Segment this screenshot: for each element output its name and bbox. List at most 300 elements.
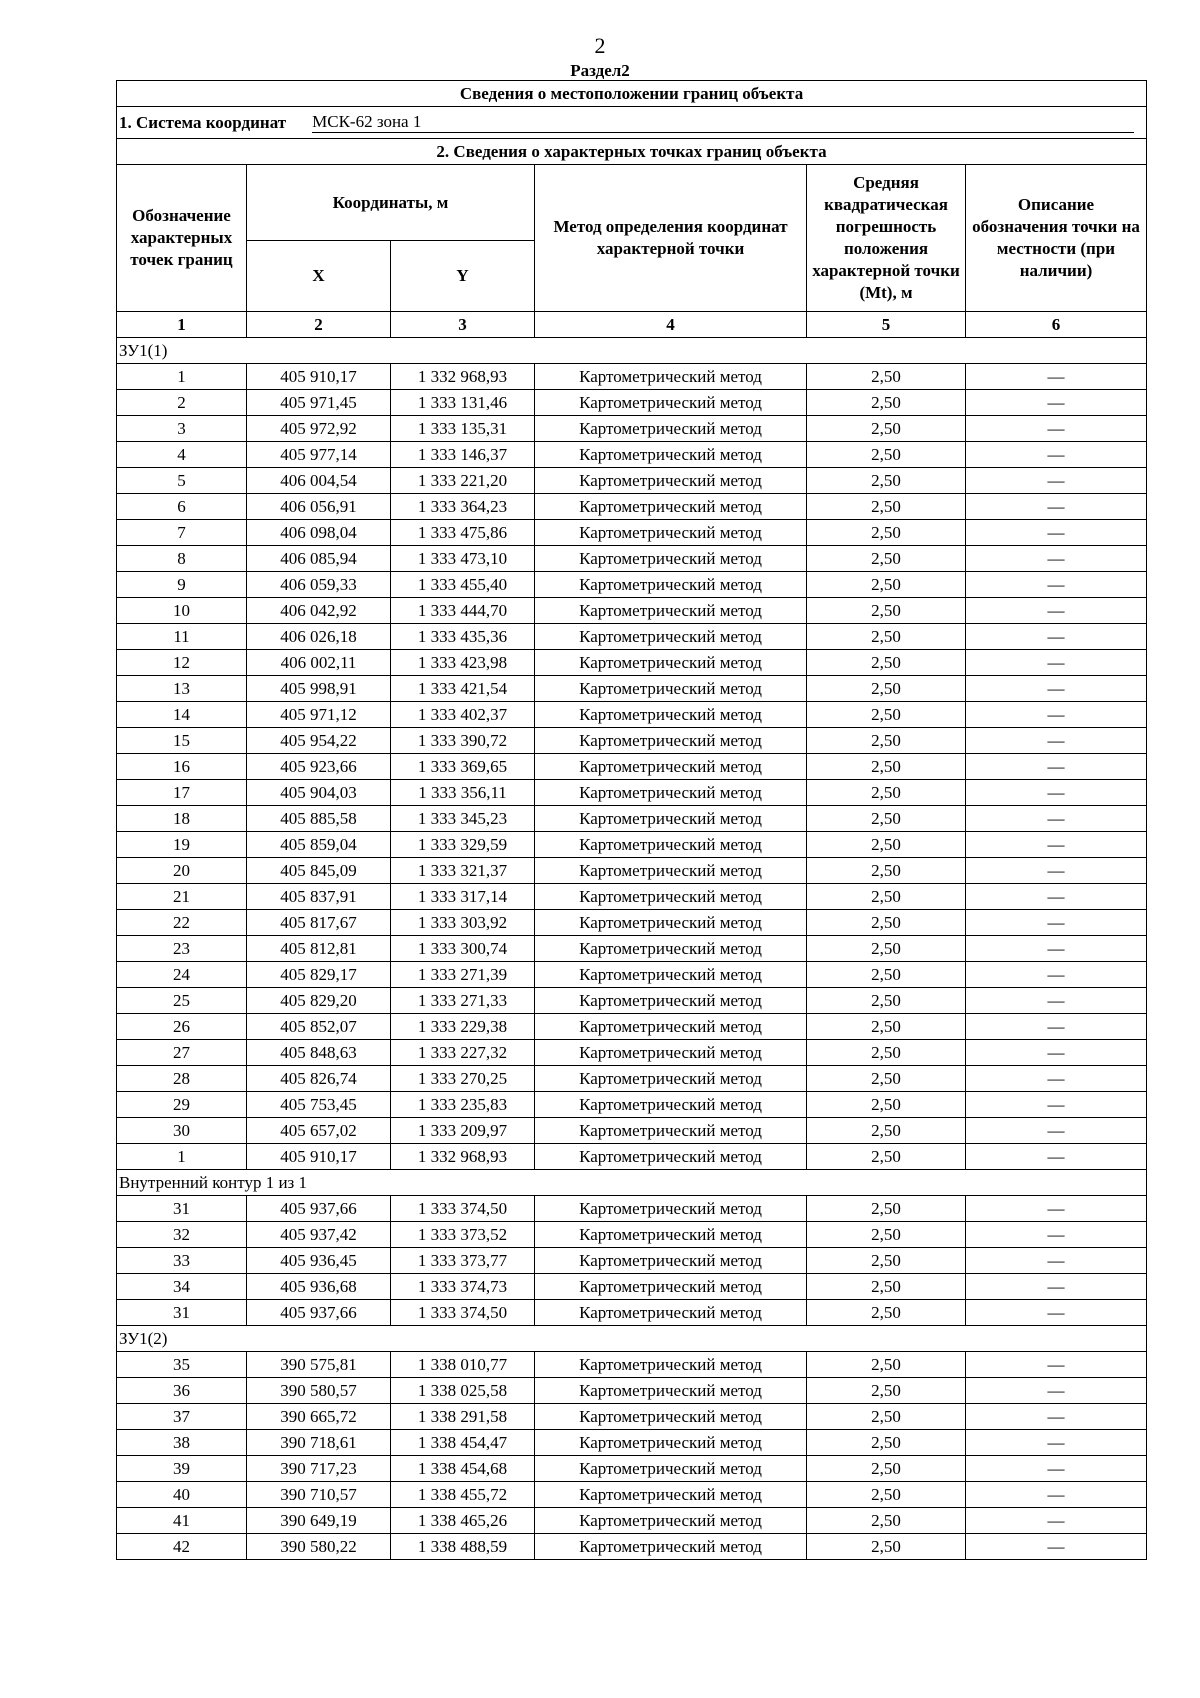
point-number-cell: 1 bbox=[117, 1144, 247, 1170]
description-cell: — bbox=[966, 702, 1147, 728]
error-cell: 2,50 bbox=[807, 650, 966, 676]
y-coord-cell: 1 333 321,37 bbox=[391, 858, 535, 884]
point-number-cell: 2 bbox=[117, 390, 247, 416]
method-cell: Картометрический метод bbox=[535, 936, 807, 962]
x-coord-cell: 405 904,03 bbox=[247, 780, 391, 806]
x-coord-cell: 406 056,91 bbox=[247, 494, 391, 520]
error-cell: 2,50 bbox=[807, 910, 966, 936]
y-coord-cell: 1 333 271,39 bbox=[391, 962, 535, 988]
x-coord-cell: 405 910,17 bbox=[247, 364, 391, 390]
y-coord-cell: 1 338 010,77 bbox=[391, 1352, 535, 1378]
error-cell: 2,50 bbox=[807, 1196, 966, 1222]
method-cell: Картометрический метод bbox=[535, 702, 807, 728]
description-cell: — bbox=[966, 962, 1147, 988]
x-coord-cell: 405 852,07 bbox=[247, 1014, 391, 1040]
y-coord-cell: 1 333 300,74 bbox=[391, 936, 535, 962]
method-cell: Картометрический метод bbox=[535, 806, 807, 832]
y-coord-cell: 1 333 227,32 bbox=[391, 1040, 535, 1066]
table-row bbox=[117, 468, 1147, 494]
error-cell: 2,50 bbox=[807, 546, 966, 572]
group-label: ЗУ1(1) bbox=[117, 338, 1147, 364]
y-coord-cell: 1 333 345,23 bbox=[391, 806, 535, 832]
description-cell: — bbox=[966, 1430, 1147, 1456]
page-number: 2 bbox=[594, 33, 606, 58]
x-coord-cell: 405 998,91 bbox=[247, 676, 391, 702]
table-row bbox=[117, 754, 1147, 780]
error-cell: 2,50 bbox=[807, 728, 966, 754]
method-cell: Картометрический метод bbox=[535, 1196, 807, 1222]
error-cell: 2,50 bbox=[807, 936, 966, 962]
table-row bbox=[117, 650, 1147, 676]
table-row bbox=[117, 1274, 1147, 1300]
x-coord-cell: 406 098,04 bbox=[247, 520, 391, 546]
y-coord-cell: 1 333 229,38 bbox=[391, 1014, 535, 1040]
table-row bbox=[117, 806, 1147, 832]
method-cell: Картометрический метод bbox=[535, 598, 807, 624]
point-number-cell: 21 bbox=[117, 884, 247, 910]
method-cell: Картометрический метод bbox=[535, 1404, 807, 1430]
table-row bbox=[117, 494, 1147, 520]
col-number-5: 5 bbox=[807, 312, 966, 338]
x-coord-cell: 405 845,09 bbox=[247, 858, 391, 884]
point-number-cell: 29 bbox=[117, 1092, 247, 1118]
point-number-cell: 42 bbox=[117, 1534, 247, 1560]
point-number-cell: 26 bbox=[117, 1014, 247, 1040]
y-coord-cell: 1 333 455,40 bbox=[391, 572, 535, 598]
point-number-cell: 19 bbox=[117, 832, 247, 858]
error-cell: 2,50 bbox=[807, 1248, 966, 1274]
table-row bbox=[117, 728, 1147, 754]
header-coords: Координаты, м bbox=[247, 165, 535, 241]
description-cell: — bbox=[966, 1092, 1147, 1118]
description-cell: — bbox=[966, 416, 1147, 442]
x-coord-cell: 405 972,92 bbox=[247, 416, 391, 442]
point-number-cell: 16 bbox=[117, 754, 247, 780]
x-coord-cell: 405 829,20 bbox=[247, 988, 391, 1014]
method-cell: Картометрический метод bbox=[535, 468, 807, 494]
x-coord-cell: 405 937,66 bbox=[247, 1196, 391, 1222]
method-cell: Картометрический метод bbox=[535, 676, 807, 702]
point-number-cell: 34 bbox=[117, 1274, 247, 1300]
error-cell: 2,50 bbox=[807, 1534, 966, 1560]
table-title-row bbox=[117, 81, 1147, 107]
table-row bbox=[117, 1456, 1147, 1482]
y-coord-cell: 1 338 454,47 bbox=[391, 1430, 535, 1456]
point-number-cell: 14 bbox=[117, 702, 247, 728]
method-cell: Картометрический метод bbox=[535, 1092, 807, 1118]
method-cell: Картометрический метод bbox=[535, 624, 807, 650]
description-cell: — bbox=[966, 988, 1147, 1014]
y-coord-cell: 1 338 291,58 bbox=[391, 1404, 535, 1430]
y-coord-cell: 1 332 968,93 bbox=[391, 1144, 535, 1170]
description-cell: — bbox=[966, 442, 1147, 468]
error-cell: 2,50 bbox=[807, 1508, 966, 1534]
description-cell: — bbox=[966, 884, 1147, 910]
error-cell: 2,50 bbox=[807, 1014, 966, 1040]
table-body bbox=[117, 81, 1147, 1560]
method-cell: Картометрический метод bbox=[535, 858, 807, 884]
section-title: Раздел2 bbox=[570, 61, 630, 80]
col-number-1: 1 bbox=[117, 312, 247, 338]
y-coord-cell: 1 333 421,54 bbox=[391, 676, 535, 702]
y-coord-cell: 1 333 373,52 bbox=[391, 1222, 535, 1248]
table-row bbox=[117, 1092, 1147, 1118]
x-coord-cell: 406 004,54 bbox=[247, 468, 391, 494]
error-cell: 2,50 bbox=[807, 1222, 966, 1248]
x-coord-cell: 405 859,04 bbox=[247, 832, 391, 858]
x-coord-cell: 405 812,81 bbox=[247, 936, 391, 962]
y-coord-cell: 1 333 271,33 bbox=[391, 988, 535, 1014]
error-cell: 2,50 bbox=[807, 1430, 966, 1456]
x-coord-cell: 390 580,57 bbox=[247, 1378, 391, 1404]
description-cell: — bbox=[966, 364, 1147, 390]
point-number-cell: 18 bbox=[117, 806, 247, 832]
table-row bbox=[117, 1014, 1147, 1040]
y-coord-cell: 1 333 270,25 bbox=[391, 1066, 535, 1092]
description-cell: — bbox=[966, 1534, 1147, 1560]
error-cell: 2,50 bbox=[807, 962, 966, 988]
error-cell: 2,50 bbox=[807, 442, 966, 468]
y-coord-cell: 1 333 356,11 bbox=[391, 780, 535, 806]
y-coord-cell: 1 332 968,93 bbox=[391, 364, 535, 390]
x-coord-cell: 390 717,23 bbox=[247, 1456, 391, 1482]
coord-system-line bbox=[119, 112, 1144, 133]
point-number-cell: 12 bbox=[117, 650, 247, 676]
point-number-cell: 31 bbox=[117, 1300, 247, 1326]
x-coord-cell: 405 885,58 bbox=[247, 806, 391, 832]
table-row bbox=[117, 1404, 1147, 1430]
x-coord-cell: 406 059,33 bbox=[247, 572, 391, 598]
point-number-cell: 7 bbox=[117, 520, 247, 546]
error-cell: 2,50 bbox=[807, 676, 966, 702]
y-coord-cell: 1 333 423,98 bbox=[391, 650, 535, 676]
error-cell: 2,50 bbox=[807, 1118, 966, 1144]
table-row bbox=[117, 910, 1147, 936]
method-cell: Картометрический метод bbox=[535, 1248, 807, 1274]
point-number-cell: 27 bbox=[117, 1040, 247, 1066]
error-cell: 2,50 bbox=[807, 1482, 966, 1508]
point-number-cell: 39 bbox=[117, 1456, 247, 1482]
method-cell: Картометрический метод bbox=[535, 962, 807, 988]
error-cell: 2,50 bbox=[807, 416, 966, 442]
method-cell: Картометрический метод bbox=[535, 1456, 807, 1482]
point-number-cell: 30 bbox=[117, 1118, 247, 1144]
description-cell: — bbox=[966, 1456, 1147, 1482]
method-cell: Картометрический метод bbox=[535, 780, 807, 806]
x-coord-cell: 406 002,11 bbox=[247, 650, 391, 676]
point-number-cell: 4 bbox=[117, 442, 247, 468]
x-coord-cell: 405 954,22 bbox=[247, 728, 391, 754]
error-cell: 2,50 bbox=[807, 598, 966, 624]
method-cell: Картометрический метод bbox=[535, 728, 807, 754]
method-cell: Картометрический метод bbox=[535, 1066, 807, 1092]
y-coord-cell: 1 333 221,20 bbox=[391, 468, 535, 494]
error-cell: 2,50 bbox=[807, 520, 966, 546]
error-cell: 2,50 bbox=[807, 858, 966, 884]
point-number-cell: 17 bbox=[117, 780, 247, 806]
x-coord-cell: 390 710,57 bbox=[247, 1482, 391, 1508]
point-number-cell: 40 bbox=[117, 1482, 247, 1508]
x-coord-cell: 405 937,42 bbox=[247, 1222, 391, 1248]
description-cell: — bbox=[966, 1196, 1147, 1222]
description-cell: — bbox=[966, 806, 1147, 832]
method-cell: Картометрический метод bbox=[535, 1534, 807, 1560]
y-coord-cell: 1 333 435,36 bbox=[391, 624, 535, 650]
description-cell: — bbox=[966, 1482, 1147, 1508]
method-cell: Картометрический метод bbox=[535, 884, 807, 910]
point-number-cell: 8 bbox=[117, 546, 247, 572]
x-coord-cell: 390 718,61 bbox=[247, 1430, 391, 1456]
x-coord-cell: 405 817,67 bbox=[247, 910, 391, 936]
method-cell: Картометрический метод bbox=[535, 754, 807, 780]
table-row bbox=[117, 598, 1147, 624]
method-cell: Картометрический метод bbox=[535, 1300, 807, 1326]
y-coord-cell: 1 333 329,59 bbox=[391, 832, 535, 858]
table-row bbox=[117, 702, 1147, 728]
y-coord-cell: 1 333 317,14 bbox=[391, 884, 535, 910]
description-cell: — bbox=[966, 936, 1147, 962]
point-number-cell: 33 bbox=[117, 1248, 247, 1274]
table-row bbox=[117, 936, 1147, 962]
header-desc: Описание обозначения точки на местности (при наличии) bbox=[966, 165, 1147, 312]
x-coord-cell: 390 580,22 bbox=[247, 1534, 391, 1560]
method-cell: Картометрический метод bbox=[535, 1482, 807, 1508]
table-row bbox=[117, 624, 1147, 650]
table-row bbox=[117, 1378, 1147, 1404]
method-cell: Картометрический метод bbox=[535, 1222, 807, 1248]
group-label: Внутренний контур 1 из 1 bbox=[117, 1170, 1147, 1196]
y-coord-cell: 1 333 374,50 bbox=[391, 1196, 535, 1222]
error-cell: 2,50 bbox=[807, 1066, 966, 1092]
x-coord-cell: 405 848,63 bbox=[247, 1040, 391, 1066]
point-number-cell: 35 bbox=[117, 1352, 247, 1378]
x-coord-cell: 405 923,66 bbox=[247, 754, 391, 780]
method-cell: Картометрический метод bbox=[535, 416, 807, 442]
point-number-cell: 24 bbox=[117, 962, 247, 988]
y-coord-cell: 1 333 209,97 bbox=[391, 1118, 535, 1144]
x-coord-cell: 406 085,94 bbox=[247, 546, 391, 572]
header-method: Метод определения координат характерной точки bbox=[535, 165, 807, 312]
table-subtitle: 2. Сведения о характерных точках границ объекта bbox=[117, 139, 1147, 165]
y-coord-cell: 1 338 455,72 bbox=[391, 1482, 535, 1508]
description-cell: — bbox=[966, 1274, 1147, 1300]
description-cell: — bbox=[966, 1118, 1147, 1144]
error-cell: 2,50 bbox=[807, 1274, 966, 1300]
method-cell: Картометрический метод bbox=[535, 832, 807, 858]
error-cell: 2,50 bbox=[807, 832, 966, 858]
point-number-cell: 37 bbox=[117, 1404, 247, 1430]
x-coord-cell: 405 936,68 bbox=[247, 1274, 391, 1300]
table-row bbox=[117, 962, 1147, 988]
table-row bbox=[117, 832, 1147, 858]
error-cell: 2,50 bbox=[807, 1040, 966, 1066]
y-coord-cell: 1 333 364,23 bbox=[391, 494, 535, 520]
table-row bbox=[117, 1482, 1147, 1508]
y-coord-cell: 1 333 235,83 bbox=[391, 1092, 535, 1118]
point-number-cell: 10 bbox=[117, 598, 247, 624]
table-row bbox=[117, 1534, 1147, 1560]
error-cell: 2,50 bbox=[807, 702, 966, 728]
table-row bbox=[117, 1508, 1147, 1534]
col-number-4: 4 bbox=[535, 312, 807, 338]
description-cell: — bbox=[966, 572, 1147, 598]
description-cell: — bbox=[966, 780, 1147, 806]
header-row-1 bbox=[117, 165, 1147, 241]
point-number-cell: 9 bbox=[117, 572, 247, 598]
table-row bbox=[117, 520, 1147, 546]
method-cell: Картометрический метод bbox=[535, 1144, 807, 1170]
table-row bbox=[117, 1196, 1147, 1222]
x-coord-cell: 405 971,12 bbox=[247, 702, 391, 728]
x-coord-cell: 405 837,91 bbox=[247, 884, 391, 910]
col-number-6: 6 bbox=[966, 312, 1147, 338]
error-cell: 2,50 bbox=[807, 572, 966, 598]
table-row bbox=[117, 780, 1147, 806]
x-coord-cell: 405 753,45 bbox=[247, 1092, 391, 1118]
point-number-cell: 41 bbox=[117, 1508, 247, 1534]
table-row bbox=[117, 884, 1147, 910]
table-row bbox=[117, 1040, 1147, 1066]
y-coord-cell: 1 333 475,86 bbox=[391, 520, 535, 546]
x-coord-cell: 390 575,81 bbox=[247, 1352, 391, 1378]
point-number-cell: 5 bbox=[117, 468, 247, 494]
coord-system-value: МСК-62 зона 1 bbox=[312, 112, 1134, 133]
description-cell: — bbox=[966, 754, 1147, 780]
table-row bbox=[117, 1222, 1147, 1248]
header-x: X bbox=[247, 241, 391, 312]
description-cell: — bbox=[966, 858, 1147, 884]
table-row bbox=[117, 572, 1147, 598]
error-cell: 2,50 bbox=[807, 1092, 966, 1118]
x-coord-cell: 390 665,72 bbox=[247, 1404, 391, 1430]
table-row bbox=[117, 1118, 1147, 1144]
col-number-3: 3 bbox=[391, 312, 535, 338]
y-coord-cell: 1 333 444,70 bbox=[391, 598, 535, 624]
error-cell: 2,50 bbox=[807, 1378, 966, 1404]
description-cell: — bbox=[966, 1508, 1147, 1534]
description-cell: — bbox=[966, 1222, 1147, 1248]
point-number-cell: 6 bbox=[117, 494, 247, 520]
table-row bbox=[117, 988, 1147, 1014]
description-cell: — bbox=[966, 546, 1147, 572]
method-cell: Картометрический метод bbox=[535, 910, 807, 936]
y-coord-cell: 1 333 374,50 bbox=[391, 1300, 535, 1326]
method-cell: Картометрический метод bbox=[535, 520, 807, 546]
method-cell: Картометрический метод bbox=[535, 442, 807, 468]
error-cell: 2,50 bbox=[807, 806, 966, 832]
error-cell: 2,50 bbox=[807, 988, 966, 1014]
error-cell: 2,50 bbox=[807, 754, 966, 780]
col-number-2: 2 bbox=[247, 312, 391, 338]
coord-system-label: 1. Система координат bbox=[119, 113, 287, 132]
error-cell: 2,50 bbox=[807, 624, 966, 650]
y-coord-cell: 1 333 390,72 bbox=[391, 728, 535, 754]
y-coord-cell: 1 333 373,77 bbox=[391, 1248, 535, 1274]
table-row bbox=[117, 546, 1147, 572]
table-row bbox=[117, 858, 1147, 884]
x-coord-cell: 390 649,19 bbox=[247, 1508, 391, 1534]
description-cell: — bbox=[966, 1352, 1147, 1378]
error-cell: 2,50 bbox=[807, 780, 966, 806]
error-cell: 2,50 bbox=[807, 468, 966, 494]
description-cell: — bbox=[966, 624, 1147, 650]
x-coord-cell: 405 971,45 bbox=[247, 390, 391, 416]
method-cell: Картометрический метод bbox=[535, 1508, 807, 1534]
error-cell: 2,50 bbox=[807, 1404, 966, 1430]
description-cell: — bbox=[966, 520, 1147, 546]
description-cell: — bbox=[966, 676, 1147, 702]
method-cell: Картометрический метод bbox=[535, 1352, 807, 1378]
x-coord-cell: 405 829,17 bbox=[247, 962, 391, 988]
point-number-cell: 28 bbox=[117, 1066, 247, 1092]
description-cell: — bbox=[966, 468, 1147, 494]
table-row bbox=[117, 390, 1147, 416]
x-coord-cell: 405 936,45 bbox=[247, 1248, 391, 1274]
x-coord-cell: 406 026,18 bbox=[247, 624, 391, 650]
method-cell: Картометрический метод bbox=[535, 546, 807, 572]
table-row bbox=[117, 1144, 1147, 1170]
y-coord-cell: 1 333 374,73 bbox=[391, 1274, 535, 1300]
x-coord-cell: 405 657,02 bbox=[247, 1118, 391, 1144]
point-number-cell: 38 bbox=[117, 1430, 247, 1456]
y-coord-cell: 1 333 369,65 bbox=[391, 754, 535, 780]
x-coord-cell: 405 826,74 bbox=[247, 1066, 391, 1092]
x-coord-cell: 405 937,66 bbox=[247, 1300, 391, 1326]
table-row bbox=[117, 416, 1147, 442]
coord-system-row bbox=[117, 107, 1147, 139]
method-cell: Картометрический метод bbox=[535, 364, 807, 390]
x-coord-cell: 406 042,92 bbox=[247, 598, 391, 624]
point-number-cell: 36 bbox=[117, 1378, 247, 1404]
x-coord-cell: 405 977,14 bbox=[247, 442, 391, 468]
header-y: Y bbox=[391, 241, 535, 312]
error-cell: 2,50 bbox=[807, 364, 966, 390]
table-title: Сведения о местоположении границ объекта bbox=[117, 81, 1147, 107]
error-cell: 2,50 bbox=[807, 1456, 966, 1482]
error-cell: 2,50 bbox=[807, 1144, 966, 1170]
table-row bbox=[117, 1300, 1147, 1326]
header-point: Обозначение характерных точек границ bbox=[117, 165, 247, 312]
point-number-cell: 32 bbox=[117, 1222, 247, 1248]
point-number-cell: 25 bbox=[117, 988, 247, 1014]
group-row bbox=[117, 1326, 1147, 1352]
y-coord-cell: 1 338 025,58 bbox=[391, 1378, 535, 1404]
description-cell: — bbox=[966, 832, 1147, 858]
point-number-cell: 11 bbox=[117, 624, 247, 650]
description-cell: — bbox=[966, 1014, 1147, 1040]
method-cell: Картометрический метод bbox=[535, 1118, 807, 1144]
group-row bbox=[117, 1170, 1147, 1196]
method-cell: Картометрический метод bbox=[535, 494, 807, 520]
point-number-cell: 3 bbox=[117, 416, 247, 442]
group-row bbox=[117, 338, 1147, 364]
error-cell: 2,50 bbox=[807, 1300, 966, 1326]
method-cell: Картометрический метод bbox=[535, 1378, 807, 1404]
method-cell: Картометрический метод bbox=[535, 988, 807, 1014]
table-row bbox=[117, 1248, 1147, 1274]
error-cell: 2,50 bbox=[807, 884, 966, 910]
description-cell: — bbox=[966, 598, 1147, 624]
x-coord-cell: 405 910,17 bbox=[247, 1144, 391, 1170]
coord-system-cell bbox=[117, 107, 1147, 139]
description-cell: — bbox=[966, 1404, 1147, 1430]
point-number-cell: 1 bbox=[117, 364, 247, 390]
y-coord-cell: 1 338 488,59 bbox=[391, 1534, 535, 1560]
table-row bbox=[117, 676, 1147, 702]
boundary-points-table bbox=[116, 80, 1147, 1560]
description-cell: — bbox=[966, 1066, 1147, 1092]
group-label: ЗУ1(2) bbox=[117, 1326, 1147, 1352]
